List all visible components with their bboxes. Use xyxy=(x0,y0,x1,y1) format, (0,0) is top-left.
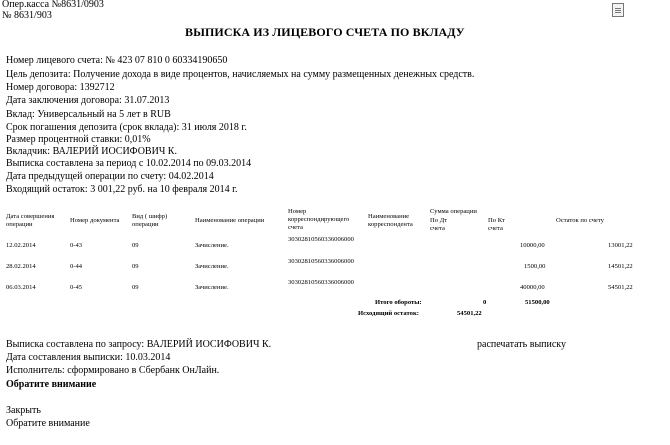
close-link[interactable]: Закрыть xyxy=(6,405,41,416)
cell-op-name: Зачисление. xyxy=(195,284,229,291)
cell-credit: 1500,00 xyxy=(524,263,546,270)
col-header-doc-no: Номер документа xyxy=(70,217,120,224)
info-deposit-purpose: Цель депозита: Получение дохода в виде процентов, начисляемых на сумму размещенных денежных средств. xyxy=(6,69,475,80)
cell-corr-account: 30302810560336006000 xyxy=(288,279,354,286)
info-contract-date: Дата заключения договора: 31.07.2013 xyxy=(6,95,170,106)
cell-date: 28.02.2014 xyxy=(6,263,36,270)
info-period: Выписка составлена за период с 10.02.2014 по 09.03.2014 xyxy=(6,158,252,169)
cell-doc-no: 0-44 xyxy=(70,263,83,270)
info-incoming-balance: Входящий остаток: 3 001,22 руб. на 10 февраля 2014 г. xyxy=(6,184,238,195)
col-header-op-name: Наименование операции xyxy=(195,217,265,224)
totals-credit: 51500,00 xyxy=(525,299,550,306)
notice-heading: Обратите внимание xyxy=(6,379,97,390)
outgoing-balance-label: Исходящий остаток: xyxy=(358,310,419,317)
info-account-number: Номер лицевого счета: № 423 07 810 0 60334190650 xyxy=(6,55,228,66)
cell-date: 12.02.2014 xyxy=(6,242,36,249)
cell-op-type: 09 xyxy=(132,284,139,291)
cell-balance: 14501,22 xyxy=(608,263,633,270)
cashier-line-2: № 8631/903 xyxy=(2,10,52,21)
cell-op-name: Зачисление. xyxy=(195,242,229,249)
totals-label: Итого обороты: xyxy=(375,299,422,306)
col-header-corr-name: Наименование корреспондента xyxy=(368,213,413,228)
info-previous-operation: Дата предыдущей операции по счету: 04.02.2014 xyxy=(6,171,214,182)
cell-doc-no: 0-43 xyxy=(70,242,83,249)
col-header-debit: По Дт счета xyxy=(430,217,448,232)
cell-op-type: 09 xyxy=(132,263,139,270)
cell-corr-account: 30302810560336006000 xyxy=(288,236,354,243)
outgoing-balance-value: 54501,22 xyxy=(457,310,482,317)
print-statement-link[interactable]: распечатать выписку xyxy=(477,339,567,350)
page-title: ВЫПИСКА ИЗ ЛИЦЕВОГО СЧЕТА ПО ВКЛАДУ xyxy=(185,25,465,39)
col-header-credit: По Кт счета xyxy=(488,217,505,232)
requested-by: Выписка составлена по запросу: ВАЛЕРИЙ ИОСИФОВИЧ К. xyxy=(6,339,272,350)
col-header-op-type: Вид ( шифр) операции xyxy=(132,213,168,228)
cell-balance: 13001,22 xyxy=(608,242,633,249)
info-depositor: Вкладчик: ВАЛЕРИЙ ИОСИФОВИЧ К. xyxy=(6,146,177,157)
cell-doc-no: 0-45 xyxy=(70,284,83,291)
info-contract-number: Номер договора: 1392712 xyxy=(6,82,115,93)
executor-line: Исполнитель: сформировано в Сбербанк ОнЛайн. xyxy=(6,365,220,376)
info-interest-rate: Размер процентной ставки: 0,01% xyxy=(6,134,151,145)
col-header-date: Дата совершения операции xyxy=(6,213,55,228)
cell-op-name: Зачисление. xyxy=(195,263,229,270)
cell-credit: 10000,00 xyxy=(520,242,545,249)
info-deposit-term: Срок погашения депозита (срок вклада): 31 июля 2018 г. xyxy=(6,122,247,133)
info-deposit-type: Вклад: Универсальный на 5 лет в RUB xyxy=(6,109,171,120)
cell-op-type: 09 xyxy=(132,242,139,249)
totals-debit: 0 xyxy=(483,299,487,306)
cell-credit: 40000,00 xyxy=(520,284,545,291)
col-header-amount: Сумма операции xyxy=(430,208,477,215)
notice-bottom: Обратите внимание xyxy=(6,418,90,429)
cell-corr-account: 30302810560336006000 xyxy=(288,258,354,265)
cell-balance: 54501,22 xyxy=(608,284,633,291)
col-header-balance: Остаток по счету xyxy=(556,217,604,224)
document-icon[interactable] xyxy=(612,3,624,17)
cashier-line-1: Опер.касса №8631/0903 xyxy=(2,0,104,10)
statement-date: Дата составления выписки: 10.03.2014 xyxy=(6,352,171,363)
col-header-corr-account: Номер корреспондирующего счета xyxy=(288,208,350,231)
cell-date: 06.03.2014 xyxy=(6,284,36,291)
